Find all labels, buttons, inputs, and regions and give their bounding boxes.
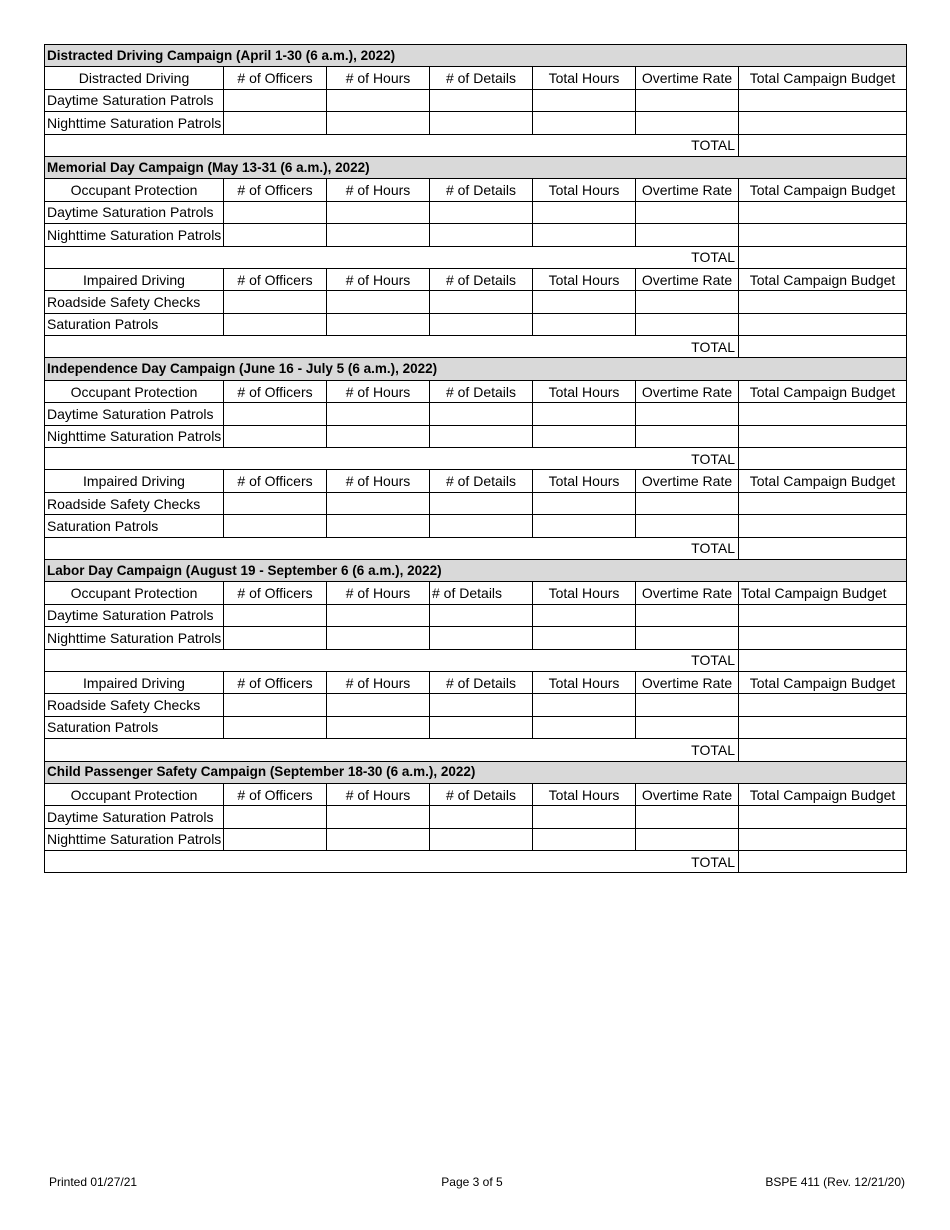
table-row <box>45 313 907 335</box>
column-header-officers: # of Officers <box>224 380 327 402</box>
entry-cell-total-hours[interactable] <box>533 313 636 335</box>
entry-cell-overtime-rate[interactable] <box>636 425 739 447</box>
entry-cell-overtime-rate[interactable] <box>636 403 739 425</box>
entry-cell-details[interactable] <box>430 224 533 246</box>
campaign-title-row <box>45 559 907 581</box>
row-label: Saturation Patrols <box>45 716 224 738</box>
entry-cell-hours[interactable] <box>327 604 430 626</box>
entry-cell-hours[interactable] <box>327 694 430 716</box>
entry-cell-hours[interactable] <box>327 291 430 313</box>
entry-cell-campaign-budget[interactable] <box>739 403 907 425</box>
column-header-campaign-budget: Total Campaign Budget <box>739 268 907 290</box>
column-header-details: # of Details <box>430 582 533 604</box>
entry-cell-overtime-rate[interactable] <box>636 201 739 223</box>
column-header-officers: # of Officers <box>224 470 327 492</box>
table-row <box>45 694 907 716</box>
group-header-row <box>45 582 907 604</box>
group-label: Impaired Driving <box>45 268 224 290</box>
entry-cell-details[interactable] <box>430 112 533 134</box>
entry-cell-total-hours[interactable] <box>533 201 636 223</box>
entry-cell-total-hours[interactable] <box>533 492 636 514</box>
entry-cell-officers[interactable] <box>224 112 327 134</box>
column-header-officers: # of Officers <box>224 783 327 805</box>
total-row <box>45 537 907 559</box>
form-id: BSPE 411 (Rev. 12/21/20) <box>765 1175 905 1189</box>
group-header-row <box>45 671 907 693</box>
entry-cell-total-hours[interactable] <box>533 112 636 134</box>
row-label: Nighttime Saturation Patrols <box>45 425 224 447</box>
entry-cell-officers[interactable] <box>224 313 327 335</box>
row-label: Nighttime Saturation Patrols <box>45 627 224 649</box>
entry-cell-details[interactable] <box>430 627 533 649</box>
total-budget-cell[interactable] <box>739 246 907 268</box>
column-header-officers: # of Officers <box>224 671 327 693</box>
entry-cell-total-hours[interactable] <box>533 806 636 828</box>
total-budget-cell[interactable] <box>739 537 907 559</box>
campaign-budget-table <box>44 44 907 873</box>
entry-cell-overtime-rate[interactable] <box>636 627 739 649</box>
column-header-officers: # of Officers <box>224 582 327 604</box>
entry-cell-total-hours[interactable] <box>533 425 636 447</box>
group-header-row <box>45 179 907 201</box>
entry-cell-campaign-budget[interactable] <box>739 806 907 828</box>
entry-cell-campaign-budget[interactable] <box>739 716 907 738</box>
entry-cell-overtime-rate[interactable] <box>636 828 739 850</box>
column-header-overtime-rate: Overtime Rate <box>636 582 739 604</box>
total-label: TOTAL <box>45 448 739 470</box>
entry-cell-details[interactable] <box>430 89 533 111</box>
group-header-row <box>45 380 907 402</box>
entry-cell-campaign-budget[interactable] <box>739 492 907 514</box>
column-header-details: # of Details <box>430 380 533 402</box>
group-header-row <box>45 783 907 805</box>
entry-cell-hours[interactable] <box>327 828 430 850</box>
campaign-title: Distracted Driving Campaign (April 1-30 (6 a.m.), 2022) <box>45 45 907 67</box>
entry-cell-officers[interactable] <box>224 828 327 850</box>
entry-cell-officers[interactable] <box>224 604 327 626</box>
column-header-campaign-budget: Total Campaign Budget <box>739 67 907 89</box>
entry-cell-officers[interactable] <box>224 201 327 223</box>
entry-cell-hours[interactable] <box>327 89 430 111</box>
row-label: Saturation Patrols <box>45 515 224 537</box>
campaign-title: Child Passenger Safety Campaign (September 18-30 (6 a.m.), 2022) <box>45 761 907 783</box>
entry-cell-hours[interactable] <box>327 201 430 223</box>
entry-cell-overtime-rate[interactable] <box>636 604 739 626</box>
column-header-overtime-rate: Overtime Rate <box>636 67 739 89</box>
entry-cell-hours[interactable] <box>327 425 430 447</box>
entry-cell-overtime-rate[interactable] <box>636 89 739 111</box>
entry-cell-details[interactable] <box>430 492 533 514</box>
column-header-officers: # of Officers <box>224 67 327 89</box>
entry-cell-total-hours[interactable] <box>533 604 636 626</box>
group-label: Occupant Protection <box>45 582 224 604</box>
table-row <box>45 224 907 246</box>
entry-cell-details[interactable] <box>430 716 533 738</box>
table-row <box>45 604 907 626</box>
table-row <box>45 112 907 134</box>
campaign-title-row <box>45 45 907 67</box>
entry-cell-hours[interactable] <box>327 403 430 425</box>
entry-cell-details[interactable] <box>430 201 533 223</box>
column-header-hours: # of Hours <box>327 582 430 604</box>
table-row <box>45 291 907 313</box>
column-header-total-hours: Total Hours <box>533 67 636 89</box>
campaign-title-row <box>45 761 907 783</box>
entry-cell-officers[interactable] <box>224 694 327 716</box>
entry-cell-officers[interactable] <box>224 89 327 111</box>
total-budget-cell[interactable] <box>739 739 907 761</box>
row-label: Daytime Saturation Patrols <box>45 806 224 828</box>
column-header-overtime-rate: Overtime Rate <box>636 783 739 805</box>
column-header-campaign-budget: Total Campaign Budget <box>739 671 907 693</box>
entry-cell-officers[interactable] <box>224 492 327 514</box>
total-row <box>45 336 907 358</box>
entry-cell-details[interactable] <box>430 425 533 447</box>
entry-cell-total-hours[interactable] <box>533 627 636 649</box>
entry-cell-hours[interactable] <box>327 224 430 246</box>
entry-cell-campaign-budget[interactable] <box>739 313 907 335</box>
column-header-hours: # of Hours <box>327 783 430 805</box>
row-label: Roadside Safety Checks <box>45 492 224 514</box>
entry-cell-campaign-budget[interactable] <box>739 291 907 313</box>
entry-cell-details[interactable] <box>430 403 533 425</box>
column-header-hours: # of Hours <box>327 179 430 201</box>
entry-cell-campaign-budget[interactable] <box>739 224 907 246</box>
entry-cell-total-hours[interactable] <box>533 89 636 111</box>
entry-cell-overtime-rate[interactable] <box>636 806 739 828</box>
entry-cell-details[interactable] <box>430 515 533 537</box>
column-header-campaign-budget: Total Campaign Budget <box>739 783 907 805</box>
entry-cell-total-hours[interactable] <box>533 291 636 313</box>
column-header-total-hours: Total Hours <box>533 268 636 290</box>
column-header-overtime-rate: Overtime Rate <box>636 380 739 402</box>
column-header-overtime-rate: Overtime Rate <box>636 179 739 201</box>
total-label: TOTAL <box>45 649 739 671</box>
row-label: Roadside Safety Checks <box>45 291 224 313</box>
total-row <box>45 134 907 156</box>
group-label: Distracted Driving <box>45 67 224 89</box>
total-label: TOTAL <box>45 537 739 559</box>
column-header-campaign-budget: Total Campaign Budget <box>739 470 907 492</box>
column-header-details: # of Details <box>430 470 533 492</box>
column-header-details: # of Details <box>430 783 533 805</box>
table-row <box>45 492 907 514</box>
column-header-overtime-rate: Overtime Rate <box>636 470 739 492</box>
table-row <box>45 716 907 738</box>
row-label: Daytime Saturation Patrols <box>45 89 224 111</box>
group-header-row <box>45 67 907 89</box>
entry-cell-campaign-budget[interactable] <box>739 112 907 134</box>
entry-cell-overtime-rate[interactable] <box>636 716 739 738</box>
table-row <box>45 806 907 828</box>
entry-cell-officers[interactable] <box>224 403 327 425</box>
total-row <box>45 246 907 268</box>
entry-cell-overtime-rate[interactable] <box>636 492 739 514</box>
total-budget-cell[interactable] <box>739 851 907 873</box>
total-row <box>45 448 907 470</box>
column-header-total-hours: Total Hours <box>533 380 636 402</box>
entry-cell-officers[interactable] <box>224 224 327 246</box>
table-row <box>45 425 907 447</box>
entry-cell-officers[interactable] <box>224 515 327 537</box>
total-label: TOTAL <box>45 336 739 358</box>
row-label: Daytime Saturation Patrols <box>45 403 224 425</box>
column-header-details: # of Details <box>430 67 533 89</box>
entry-cell-hours[interactable] <box>327 112 430 134</box>
entry-cell-hours[interactable] <box>327 716 430 738</box>
entry-cell-officers[interactable] <box>224 291 327 313</box>
group-label: Impaired Driving <box>45 671 224 693</box>
campaign-title: Labor Day Campaign (August 19 - September 6 (6 a.m.), 2022) <box>45 559 907 581</box>
group-label: Occupant Protection <box>45 380 224 402</box>
entry-cell-campaign-budget[interactable] <box>739 201 907 223</box>
group-label: Occupant Protection <box>45 179 224 201</box>
entry-cell-officers[interactable] <box>224 716 327 738</box>
column-header-details: # of Details <box>430 671 533 693</box>
column-header-details: # of Details <box>430 268 533 290</box>
row-label: Nighttime Saturation Patrols <box>45 828 224 850</box>
total-row <box>45 851 907 873</box>
table-row <box>45 828 907 850</box>
entry-cell-hours[interactable] <box>327 806 430 828</box>
entry-cell-overtime-rate[interactable] <box>636 515 739 537</box>
entry-cell-campaign-budget[interactable] <box>739 627 907 649</box>
page-number: Page 3 of 5 <box>441 1175 503 1189</box>
entry-cell-total-hours[interactable] <box>533 515 636 537</box>
column-header-overtime-rate: Overtime Rate <box>636 268 739 290</box>
entry-cell-campaign-budget[interactable] <box>739 694 907 716</box>
entry-cell-campaign-budget[interactable] <box>739 425 907 447</box>
entry-cell-details[interactable] <box>430 313 533 335</box>
total-row <box>45 739 907 761</box>
entry-cell-total-hours[interactable] <box>533 403 636 425</box>
entry-cell-officers[interactable] <box>224 627 327 649</box>
entry-cell-total-hours[interactable] <box>533 828 636 850</box>
entry-cell-details[interactable] <box>430 604 533 626</box>
row-label: Daytime Saturation Patrols <box>45 201 224 223</box>
entry-cell-total-hours[interactable] <box>533 224 636 246</box>
row-label: Nighttime Saturation Patrols <box>45 224 224 246</box>
column-header-officers: # of Officers <box>224 268 327 290</box>
entry-cell-campaign-budget[interactable] <box>739 604 907 626</box>
column-header-total-hours: Total Hours <box>533 179 636 201</box>
entry-cell-hours[interactable] <box>327 492 430 514</box>
total-label: TOTAL <box>45 739 739 761</box>
total-budget-cell[interactable] <box>739 336 907 358</box>
entry-cell-details[interactable] <box>430 291 533 313</box>
total-label: TOTAL <box>45 851 739 873</box>
column-header-hours: # of Hours <box>327 380 430 402</box>
entry-cell-total-hours[interactable] <box>533 694 636 716</box>
entry-cell-hours[interactable] <box>327 627 430 649</box>
group-header-row <box>45 470 907 492</box>
column-header-officers: # of Officers <box>224 179 327 201</box>
table-row <box>45 515 907 537</box>
entry-cell-overtime-rate[interactable] <box>636 224 739 246</box>
group-label: Occupant Protection <box>45 783 224 805</box>
entry-cell-overtime-rate[interactable] <box>636 313 739 335</box>
total-label: TOTAL <box>45 134 739 156</box>
column-header-hours: # of Hours <box>327 268 430 290</box>
column-header-details: # of Details <box>430 179 533 201</box>
total-budget-cell[interactable] <box>739 448 907 470</box>
entry-cell-overtime-rate[interactable] <box>636 112 739 134</box>
column-header-total-hours: Total Hours <box>533 671 636 693</box>
total-budget-cell[interactable] <box>739 134 907 156</box>
column-header-hours: # of Hours <box>327 470 430 492</box>
column-header-campaign-budget: Total Campaign Budget <box>739 380 907 402</box>
entry-cell-campaign-budget[interactable] <box>739 828 907 850</box>
entry-cell-overtime-rate[interactable] <box>636 291 739 313</box>
row-label: Nighttime Saturation Patrols <box>45 112 224 134</box>
entry-cell-total-hours[interactable] <box>533 716 636 738</box>
printed-date: Printed 01/27/21 <box>49 1175 138 1189</box>
entry-cell-overtime-rate[interactable] <box>636 694 739 716</box>
table-row <box>45 201 907 223</box>
entry-cell-officers[interactable] <box>224 425 327 447</box>
group-label: Impaired Driving <box>45 470 224 492</box>
column-header-campaign-budget: Total Campaign Budget <box>739 179 907 201</box>
entry-cell-campaign-budget[interactable] <box>739 89 907 111</box>
campaign-title: Memorial Day Campaign (May 13-31 (6 a.m.), 2022) <box>45 156 907 178</box>
table-row <box>45 627 907 649</box>
column-header-total-hours: Total Hours <box>533 582 636 604</box>
group-header-row <box>45 268 907 290</box>
entry-cell-hours[interactable] <box>327 313 430 335</box>
row-label: Saturation Patrols <box>45 313 224 335</box>
column-header-total-hours: Total Hours <box>533 783 636 805</box>
column-header-campaign-budget: Total Campaign Budget <box>739 582 907 604</box>
column-header-overtime-rate: Overtime Rate <box>636 671 739 693</box>
table-row <box>45 403 907 425</box>
entry-cell-details[interactable] <box>430 806 533 828</box>
entry-cell-details[interactable] <box>430 694 533 716</box>
table-row <box>45 89 907 111</box>
entry-cell-officers[interactable] <box>224 806 327 828</box>
campaign-title: Independence Day Campaign (June 16 - July 5 (6 a.m.), 2022) <box>45 358 907 380</box>
row-label: Daytime Saturation Patrols <box>45 604 224 626</box>
column-header-total-hours: Total Hours <box>533 470 636 492</box>
entry-cell-details[interactable] <box>430 828 533 850</box>
row-label: Roadside Safety Checks <box>45 694 224 716</box>
column-header-hours: # of Hours <box>327 671 430 693</box>
column-header-hours: # of Hours <box>327 67 430 89</box>
total-label: TOTAL <box>45 246 739 268</box>
campaign-title-row <box>45 156 907 178</box>
campaign-title-row <box>45 358 907 380</box>
entry-cell-campaign-budget[interactable] <box>739 515 907 537</box>
total-budget-cell[interactable] <box>739 649 907 671</box>
entry-cell-hours[interactable] <box>327 515 430 537</box>
total-row <box>45 649 907 671</box>
